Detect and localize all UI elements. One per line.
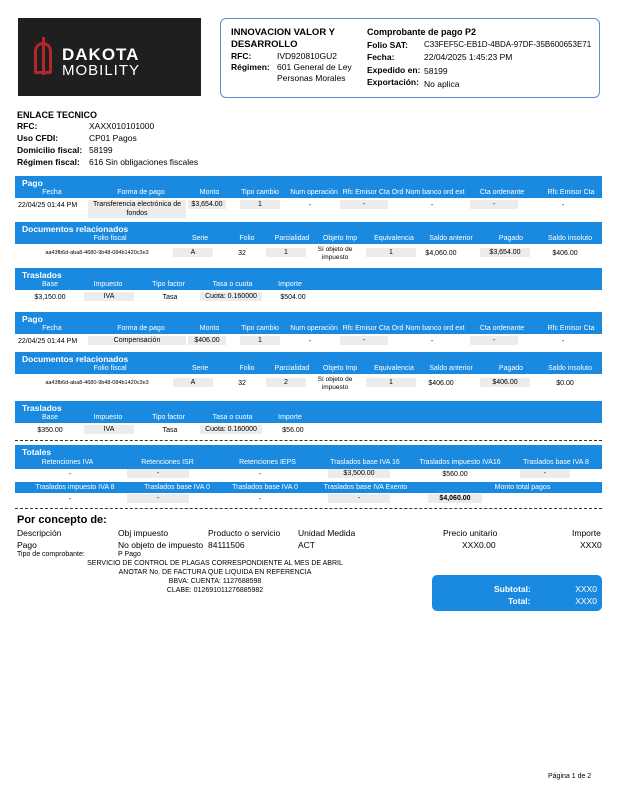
col-parcialidad: Parcialidad	[274, 235, 310, 242]
col-saldo-insoluto: Saldo insoluto	[548, 235, 592, 242]
tot-imp-iva8: -	[68, 496, 72, 503]
doc-pagado: $3,654.00	[480, 248, 530, 257]
col-monto: Monto	[199, 189, 220, 196]
doc-parcialidad: 1	[266, 248, 306, 257]
col-tasa: Tasa o cuota	[212, 281, 253, 288]
pago-cta-ord: -	[470, 336, 518, 345]
totals-box	[432, 575, 602, 611]
col-cta-ord: Cta ordenante	[479, 189, 525, 196]
col-impuesto: Impuesto	[93, 414, 123, 421]
pago-section-2	[15, 312, 602, 334]
divider	[15, 440, 602, 441]
col-base-iva0-a: Traslados base IVA 0	[144, 484, 210, 491]
col-pagado: Pagado	[498, 365, 524, 372]
col-tipo-factor: Tipo factor	[152, 281, 185, 288]
tras-tipo-factor: Tasa	[162, 294, 178, 301]
col-objeto-imp: Objeto Imp	[322, 235, 358, 242]
regimen-label: Régimen fiscal:	[17, 157, 80, 167]
col-tipo-cambio: Tipo cambio	[241, 325, 279, 332]
col-cta-ord: Cta ordenante	[479, 325, 525, 332]
concepto-col-descripcion: Descripción	[17, 528, 62, 538]
col-base: Base	[42, 281, 58, 288]
pago-fecha: 22/04/25 01:44 PM	[18, 202, 78, 209]
expedido-label: Expedido en:	[367, 65, 421, 75]
col-ret-ieps: Retenciones IEPS	[239, 459, 296, 466]
pago-forma: Compensación	[88, 336, 186, 345]
folio-label: Folio SAT:	[367, 40, 408, 50]
pago-forma: Transferencia electrónica de fondos	[88, 200, 186, 218]
totales-row-2	[15, 482, 602, 493]
pago-tipo-cambio: 1	[240, 336, 280, 345]
concepto-col-unidad: Unidad Medida	[298, 528, 356, 538]
regimen-fiscal: 616 Sin obligaciones fiscales	[89, 157, 199, 167]
col-fecha: Fecha	[42, 325, 62, 332]
company-logo	[18, 18, 201, 96]
receptor-rfc-label: RFC:	[17, 121, 38, 131]
pago-title: Pago	[22, 314, 43, 324]
pago-cta-ord: -	[470, 200, 518, 209]
pago-monto: $3,654.00	[188, 200, 226, 209]
pago-num-op: -	[308, 338, 312, 345]
doc-saldo-insoluto: $0.00	[556, 380, 574, 387]
tras-impuesto: IVA	[84, 292, 134, 301]
concepto-descripcion: Pago	[17, 540, 37, 550]
col-base: Base	[42, 414, 58, 421]
col-tipo-cambio: Tipo cambio	[241, 189, 279, 196]
tras-tasa: Cuota: 0.160000	[200, 292, 262, 301]
doc-folio: 32	[238, 250, 246, 257]
pago-num-op: -	[308, 202, 312, 209]
col-rfc-ord: Rfc Emisor Cta Ord	[342, 189, 404, 196]
logo-icon	[34, 42, 52, 74]
comprobante-title: Comprobante de pago P2	[367, 27, 477, 37]
concepto-obj: No objeto de impuesto	[118, 540, 204, 550]
emisor-regimen-label: Régimen:	[231, 62, 270, 72]
col-base-exento: Traslados base IVA Exento	[323, 484, 408, 491]
tot-base-iva0-b: -	[258, 496, 262, 503]
pago-tipo-cambio: 1	[240, 200, 280, 209]
receptor-rfc: XAXX010101000	[89, 121, 155, 131]
col-objeto-imp: Objeto Imp	[322, 365, 358, 372]
receptor-name: ENLACE TECNICO	[17, 110, 98, 120]
doc-objeto-imp: Sí objeto de impuesto	[317, 376, 353, 391]
col-equivalencia: Equivalencia	[374, 365, 414, 372]
col-equivalencia: Equivalencia	[374, 235, 414, 242]
pago-monto: $406.00	[188, 336, 226, 345]
col-folio: Folio	[239, 365, 255, 372]
doc-pagado: $406.00	[480, 378, 530, 387]
col-base-iva0-b: Traslados base IVA 0	[232, 484, 298, 491]
col-imp-iva8: Traslados impuesto IVA 8	[35, 484, 115, 491]
tot-ret-isr: -	[127, 469, 189, 478]
pago-rfc-cta: -	[561, 338, 565, 345]
fecha-value: 22/04/2025 1:45:23 PM	[424, 52, 513, 62]
pago-banco: -	[430, 202, 434, 209]
logo-text: DAKOTA	[62, 45, 140, 64]
pago-title: Pago	[22, 178, 43, 188]
pago-rfc-ord: -	[340, 200, 388, 209]
doc-folio-fiscal: aa43fb6d-aba8-4680-9b48-084b1420c3e3	[45, 380, 149, 386]
tot-base-iva0-a: -	[127, 494, 189, 503]
col-monto-total: Monto total pagos	[494, 484, 551, 491]
col-importe: Importe	[278, 414, 302, 421]
col-folio-fiscal: Folio fiscal	[93, 235, 127, 242]
nota-linea-2: ANOTAR No. DE FACTURA QUE LIQUIDA EN REFERENCIA	[118, 569, 312, 576]
doc-equivalencia: 1	[366, 248, 416, 257]
col-monto: Monto	[199, 325, 220, 332]
tras-impuesto: IVA	[84, 425, 134, 434]
col-impuesto: Impuesto	[93, 281, 123, 288]
traslados-title: Traslados	[22, 270, 62, 280]
traslados-section-1	[15, 268, 602, 290]
pago-rfc-ord: -	[340, 336, 388, 345]
doc-saldo-anterior: $4,060.00	[425, 250, 457, 257]
concepto-col-producto: Producto o servicio	[208, 528, 281, 538]
doc-saldo-anterior: $406.00	[428, 380, 454, 387]
col-tipo-factor: Tipo factor	[152, 414, 185, 421]
doc-folio: 32	[238, 380, 246, 387]
tras-base: $3,150.00	[34, 294, 66, 301]
totales-section	[15, 445, 602, 469]
col-base-iva16: Traslados base IVA 16	[330, 459, 400, 466]
tipo-comprobante: P Pago	[118, 551, 141, 558]
col-fecha: Fecha	[42, 189, 62, 196]
nota-linea-4: CLABE: 012691011276885982	[166, 587, 264, 594]
concepto-precio: XXX0.00	[462, 540, 496, 550]
concepto-producto: 84111506	[208, 540, 245, 550]
col-rfc-cta: Rfc Emisor Cta	[547, 189, 595, 196]
domicilio-fiscal: 58199	[89, 145, 113, 155]
tras-base: $350.00	[37, 427, 63, 434]
col-forma: Forma de pago	[117, 325, 165, 332]
total-label: Total:	[508, 596, 531, 606]
col-rfc-cta: Rfc Emisor Cta	[547, 325, 595, 332]
col-saldo-anterior: Saldo anterior	[429, 235, 473, 242]
doc-serie: A	[173, 248, 213, 257]
page-number: Página 1 de 2	[548, 773, 592, 780]
docs-title: Documentos relacionados	[22, 354, 129, 364]
uso-cfdi: CP01 Pagos	[89, 133, 137, 143]
col-serie: Serie	[191, 365, 209, 372]
col-base-iva8: Traslados base IVA 8	[523, 459, 589, 466]
col-saldo-insoluto: Saldo insoluto	[548, 365, 592, 372]
tot-ret-iva: -	[68, 471, 72, 478]
concepto-col-precio: Precio unitario	[443, 528, 498, 538]
col-rfc-ord: Rfc Emisor Cta Ord	[342, 325, 404, 332]
doc-folio-fiscal: aa43fb6d-aba8-4680-9b48-084b1420c3e3	[45, 250, 149, 256]
pago-fecha: 22/04/25 01:44 PM	[18, 338, 78, 345]
tot-monto-total: $4,060.00	[428, 494, 482, 503]
tipo-comprobante-label: Tipo de comprobante:	[17, 551, 85, 558]
expedido-value: 58199	[424, 66, 448, 76]
fecha-label: Fecha:	[367, 52, 395, 62]
subtotal-value: XXX0	[575, 584, 597, 594]
concepto-importe: XXX0	[580, 540, 602, 550]
tras-tipo-factor: Tasa	[162, 427, 178, 434]
docs-section-1	[15, 222, 602, 244]
col-ret-isr: Retenciones ISR	[141, 459, 194, 466]
col-folio: Folio	[239, 235, 255, 242]
nota-linea-1: SERVICIO DE CONTROL DE PLAGAS CORRESPONDIENTE AL MES DE ABRIL	[87, 560, 343, 567]
col-importe: Importe	[278, 281, 302, 288]
docs-title: Documentos relacionados	[22, 224, 129, 234]
domicilio-label: Domicilio fiscal:	[17, 145, 83, 155]
doc-equivalencia: 1	[366, 378, 416, 387]
tot-ret-ieps: -	[258, 471, 262, 478]
doc-serie: A	[173, 378, 213, 387]
emisor-rfc-label: RFC:	[231, 51, 252, 61]
uso-cfdi-label: Uso CFDI:	[17, 133, 59, 143]
subtotal-label: Subtotal:	[494, 584, 531, 594]
traslados-section-2	[15, 401, 602, 423]
col-num-op: Num operación	[290, 325, 338, 332]
pago-banco: -	[430, 338, 434, 345]
col-serie: Serie	[191, 235, 209, 242]
docs-section-2	[15, 352, 602, 374]
concepto-title: Por concepto de:	[17, 514, 107, 526]
emisor-name: INNOVACION VALOR Y DESARROLLO	[231, 27, 335, 50]
col-ret-iva: Retenciones IVA	[41, 459, 94, 466]
col-parcialidad: Parcialidad	[274, 365, 310, 372]
tras-importe: $504.00	[280, 294, 306, 301]
col-pagado: Pagado	[498, 235, 524, 242]
total-value: XXX0	[575, 596, 597, 606]
concepto-col-obj: Obj impuesto	[118, 528, 169, 538]
exportacion-label: Exportación:	[367, 77, 419, 87]
traslados-title: Traslados	[22, 403, 62, 413]
folio-sat: C33FEF5C-EB1D-4BDA-97DF-35B600653E71	[424, 40, 592, 49]
tot-base-iva8: -	[520, 469, 570, 478]
pago-rfc-cta: -	[561, 202, 565, 209]
exportacion-value: No aplica	[424, 79, 460, 89]
col-banco: Nom banco ord ext	[405, 325, 465, 332]
tras-importe: $56.00	[282, 427, 304, 434]
totales-title: Totales	[22, 447, 52, 457]
col-folio-fiscal: Folio fiscal	[93, 365, 127, 372]
col-tasa: Tasa o cuota	[212, 414, 253, 421]
emisor-rfc: IVD920810GU2	[277, 51, 338, 61]
concepto-unidad: ACT	[298, 540, 315, 550]
emisor-regimen: 601 General de Ley Personas Morales	[277, 62, 352, 83]
col-saldo-anterior: Saldo anterior	[429, 365, 473, 372]
col-num-op: Num operación	[290, 189, 338, 196]
nota-linea-3: BBVA: CUENTA: 1127688598	[168, 578, 262, 585]
col-forma: Forma de pago	[117, 189, 165, 196]
logo-subtext: MOBILITY	[62, 62, 141, 79]
col-banco: Nom banco ord ext	[405, 189, 465, 196]
doc-parcialidad: 2	[266, 378, 306, 387]
divider	[15, 508, 602, 509]
tras-tasa: Cuota: 0.160000	[200, 425, 262, 434]
tot-base-exento: -	[328, 494, 390, 503]
concepto-col-importe: Importe	[572, 528, 601, 538]
tot-base-iva16: $3,500.00	[328, 469, 390, 478]
pago-section-1	[15, 176, 602, 198]
tot-imp-iva16: $560.00	[442, 471, 468, 478]
doc-saldo-insoluto: $406.00	[552, 250, 578, 257]
col-imp-iva16: Traslados impuesto IVA16	[419, 459, 501, 466]
doc-objeto-imp: Sí objeto de impuesto	[317, 246, 353, 261]
